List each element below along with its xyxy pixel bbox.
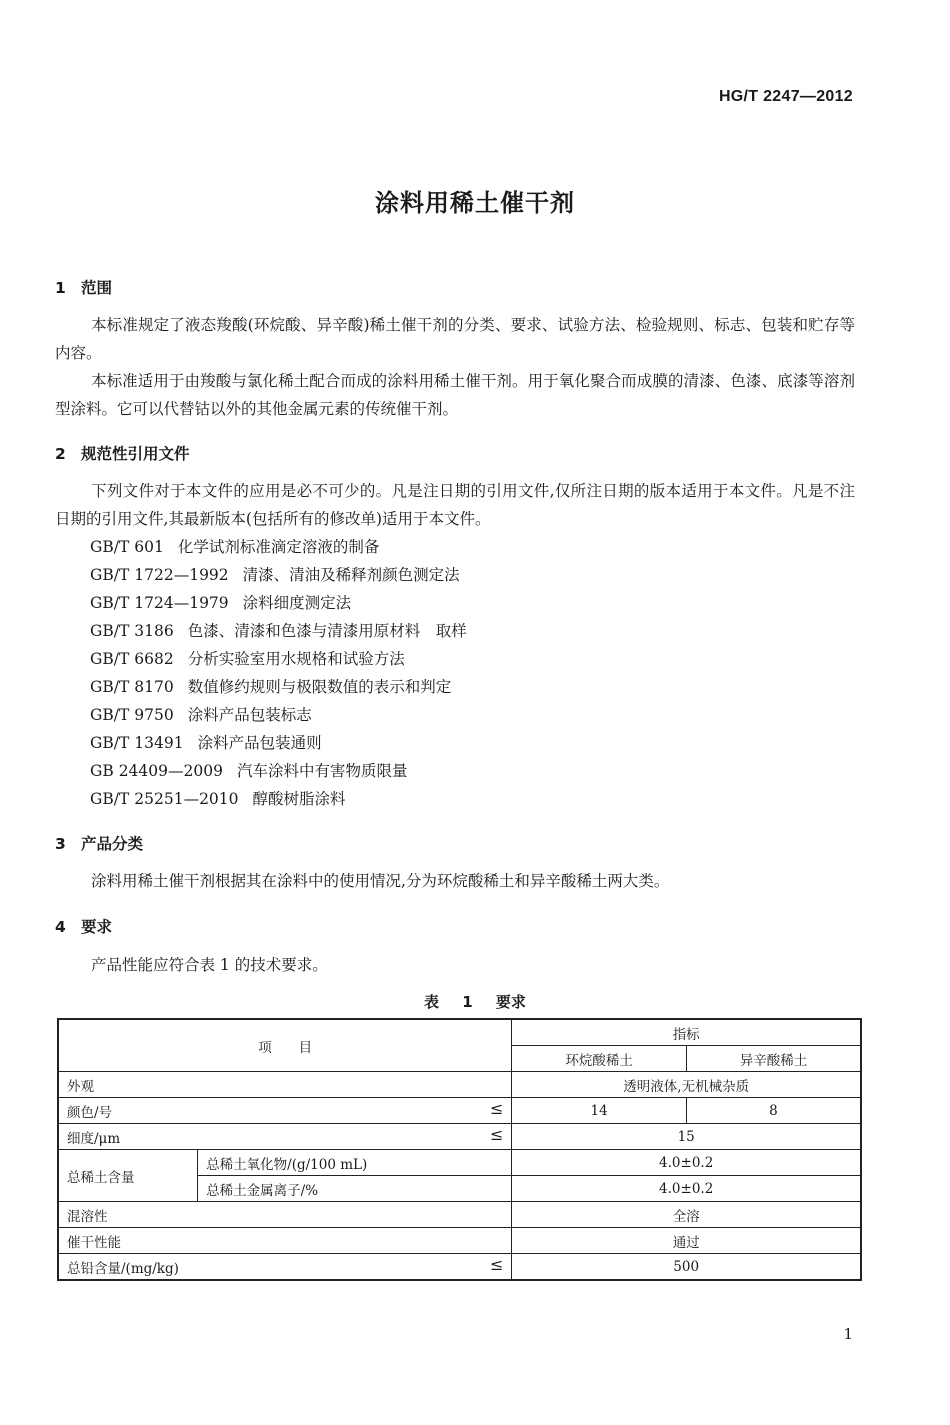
row-value: 通过 (512, 1228, 861, 1254)
row-sublabel: 总稀土金属离子/% (198, 1176, 512, 1202)
reference-code: GB/T 1724—1979 (90, 594, 229, 612)
classification-paragraph: 涂料用稀土催干剂根据其在涂料中的使用情况,分为环烷酸稀土和异辛酸稀土两大类。 (91, 872, 670, 890)
reference-item (90, 561, 467, 589)
reference-code: GB/T 1722—1992 (90, 566, 229, 584)
table-row (58, 1072, 861, 1098)
table-row (58, 1098, 861, 1124)
table-row (58, 1124, 861, 1150)
scope-paragraph-2: 本标准适用于由羧酸与氯化稀土配合而成的涂料用稀土催干剂。用于氧化聚合而成膜的清漆、色漆、底漆等溶剂型涂料。它可以代替钴以外的其他金属元素的传统催干剂。 (55, 372, 855, 418)
section-heading-classification (55, 832, 143, 854)
reference-item (90, 757, 467, 785)
header-index: 指标 (512, 1019, 861, 1046)
header-item: 项 目 (58, 1019, 512, 1072)
le-symbol: ≤ (489, 1254, 504, 1274)
section-heading-references (55, 442, 190, 464)
row-value: 4.0±0.2 (512, 1150, 861, 1176)
reference-code: GB/T 9750 (90, 706, 174, 724)
table-row (58, 1202, 861, 1228)
reference-title: 化学试剂标准滴定溶液的制备 (177, 538, 380, 556)
table-row (58, 1150, 861, 1176)
row-label: 混溶性 (58, 1202, 512, 1228)
row-label: 颜色/号 (67, 1104, 113, 1121)
reference-code: GB/T 25251—2010 (90, 790, 239, 808)
header-isooctanoate: 异辛酸稀土 (686, 1046, 861, 1072)
page-number: 1 (843, 1325, 853, 1343)
table-caption: 表 1 要求 (424, 993, 526, 1011)
row-label-cell (58, 1124, 512, 1150)
reference-code: GB 24409—2009 (90, 762, 223, 780)
reference-item (90, 589, 467, 617)
reference-code: GB/T 6682 (90, 650, 174, 668)
header-naphthenate: 环烷酸稀土 (512, 1046, 687, 1072)
references-intro-paragraph: 下列文件对于本文件的应用是必不可少的。凡是注日期的引用文件,仅所注日期的版本适用于本文件。凡是不注日期的引用文件,其最新版本(包括所有的修改单)适用于本文件。 (55, 482, 855, 528)
section-number: 2 (55, 445, 66, 463)
standard-code: HG/T 2247—2012 (718, 88, 853, 105)
reference-title: 汽车涂料中有害物质限量 (236, 762, 408, 780)
row-value-isooctanoate: 8 (686, 1098, 861, 1124)
row-value: 15 (512, 1124, 861, 1150)
reference-code: GB/T 3186 (90, 622, 174, 640)
reference-code: GB/T 8170 (90, 678, 174, 696)
reference-title: 涂料细度测定法 (242, 594, 352, 612)
row-label-cell (58, 1098, 512, 1124)
reference-title: 涂料产品包装通则 (197, 734, 322, 752)
row-label: 细度/μm (67, 1130, 121, 1147)
reference-code: GB/T 13491 (90, 734, 184, 752)
reference-item (90, 533, 467, 561)
reference-item (90, 729, 467, 757)
le-symbol: ≤ (489, 1098, 504, 1118)
reference-title: 数值修约规则与极限数值的表示和判定 (187, 678, 452, 696)
reference-title: 醇酸树脂涂料 (252, 790, 346, 808)
reference-title: 分析实验室用水规格和试验方法 (187, 650, 405, 668)
requirements-paragraph: 产品性能应符合表 1 的技术要求。 (91, 956, 328, 974)
reference-title: 色漆、清漆和色漆与清漆用原材料 取样 (187, 622, 467, 640)
reference-item (90, 673, 467, 701)
reference-title: 清漆、清油及稀释剂颜色测定法 (242, 566, 460, 584)
row-sublabel: 总稀土氧化物/(g/100 mL) (198, 1150, 512, 1176)
section-number: 1 (55, 279, 66, 297)
row-label-cell (58, 1254, 512, 1281)
section-heading-scope (55, 276, 112, 298)
row-value: 透明液体,无机械杂质 (512, 1072, 861, 1098)
section-number: 4 (55, 918, 66, 936)
document-title: 涂料用稀土催干剂 (375, 189, 575, 217)
reference-item (90, 701, 467, 729)
section-title: 规范性引用文件 (81, 445, 190, 463)
scope-paragraph-1: 本标准规定了液态羧酸(环烷酸、异辛酸)稀土催干剂的分类、要求、试验方法、检验规则、标志、包装和贮存等内容。 (55, 316, 855, 362)
reference-item (90, 785, 467, 813)
section-title: 产品分类 (81, 835, 144, 853)
row-label: 催干性能 (58, 1228, 512, 1254)
table-header-row (58, 1019, 861, 1046)
section-title: 要求 (81, 918, 113, 936)
reference-list (90, 533, 467, 813)
row-value: 500 (512, 1254, 861, 1281)
row-label: 总铅含量/(mg/kg) (67, 1260, 179, 1277)
row-value: 全溶 (512, 1202, 861, 1228)
table-row (58, 1254, 861, 1281)
section-heading-requirements (55, 915, 112, 937)
row-label: 外观 (58, 1072, 512, 1098)
table-row (58, 1228, 861, 1254)
le-symbol: ≤ (489, 1124, 504, 1144)
section-number: 3 (55, 835, 66, 853)
row-value-naphthenate: 14 (512, 1098, 687, 1124)
section-title: 范围 (81, 279, 113, 297)
reference-item (90, 617, 467, 645)
reference-item (90, 645, 467, 673)
row-label: 总稀土含量 (58, 1150, 198, 1202)
reference-code: GB/T 601 (90, 538, 164, 556)
requirements-table (57, 1018, 862, 1281)
reference-title: 涂料产品包装标志 (187, 706, 312, 724)
row-value: 4.0±0.2 (512, 1176, 861, 1202)
